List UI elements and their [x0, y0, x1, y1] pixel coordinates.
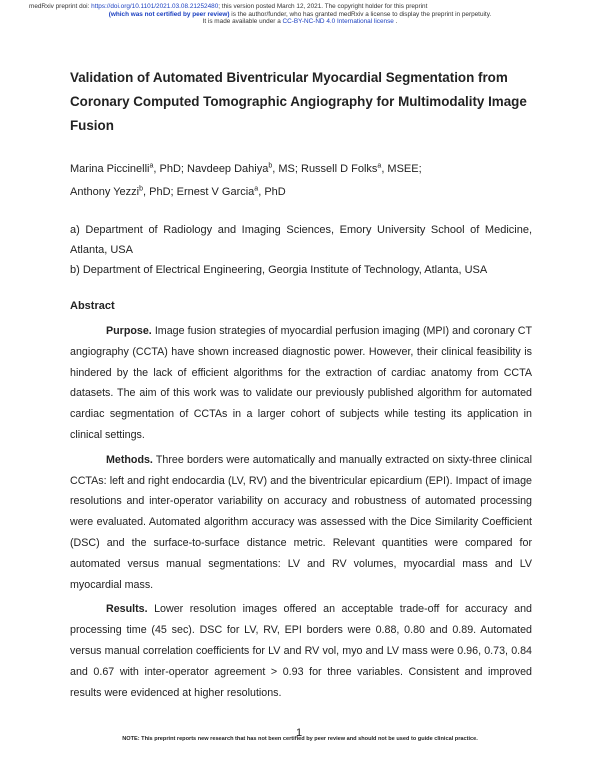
- affiliation-a: a) Department of Radiology and Imaging Sciences, Emory University School of Medicine, Atlanta, USA: [70, 224, 532, 256]
- abstract-heading: Abstract: [70, 300, 115, 312]
- author-line-1: Marina Piccinelli$^a$, PhD; Navdeep Dahiya$^b$, MS; Russell D Folks$^a$, MSEE;: [70, 162, 422, 175]
- author-list: [70, 158, 540, 204]
- results-label: Results.: [106, 603, 148, 616]
- preprint-header: [0, 3, 600, 26]
- abstract-body: [70, 321, 532, 707]
- author-name: Marina Piccinelli: [70, 163, 150, 175]
- doi-link[interactable]: https://doi.org/10.1101/2021.03.08.21252480: [91, 3, 219, 10]
- license-link[interactable]: CC-BY-NC-ND 4.0 International license: [282, 18, 394, 26]
- peer-review-notice: (which was not certified by peer review): [108, 10, 230, 18]
- author-name: Anthony Yezzi: [70, 186, 140, 198]
- author-name: Russell D Folks: [301, 163, 378, 175]
- purpose-label: Purpose.: [106, 325, 152, 337]
- author-name: Ernest V Garcia: [176, 186, 255, 198]
- preprint-header-line-1: medRxiv preprint doi: https://doi.org/10.1101/2021.03.08.21252480; this version posted March 12, 2021. The copyright holder for this preprint: [29, 3, 428, 10]
- affiliation-b: b) Department of Electrical Engineering, Georgia Institute of Technology, Atlanta, USA: [70, 264, 488, 276]
- affiliations: [70, 220, 532, 280]
- abstract-results: Results. Lower resolution images offered an acceptable trade-off for accuracy and processing time (45 sec). DSC for LV, RV, EPI borders were 0.88, 0.80 and 0.89. Automated versus manual correlation coefficients for LV and RV vol, myo and LV mass were 0.96, 0.73, 0.84 and 0.67 with inter-operator agreement > 0.93 for three variables. Consistent and improved results were evidenced at higher resolutions.: [70, 603, 532, 699]
- author-line-2: Anthony Yezzi$^b$, PhD; Ernest V Garcia$^a$, PhD: [70, 185, 286, 198]
- author-name: Navdeep Dahiya: [187, 163, 269, 175]
- abstract-purpose: Purpose. Image fusion strategies of myocardial perfusion imaging (MPI) and coronary CT angiography (CCTA) have shown increased diagnostic power. However, their clinical feasibility is hindered by the lack of efficient algorithms for the extraction of cardiac anatomy from CCTA datasets. The aim of this work was to validate our previously published algorithm for automated cardiac segmentation of CCTAs in a larger cohort of subjects while testing its application in clinical settings.: [70, 325, 532, 441]
- methods-label: Methods.: [106, 453, 153, 466]
- preprint-header-line-3: It is made available under a CC-BY-NC-ND 4.0 International license .: [202, 18, 398, 26]
- paper-title: Validation of Automated Biventricular Myocardial Segmentation from Coronary Computed Tomographic Angiography for Multimodality Image Fusion: [70, 70, 527, 133]
- preprint-header-line-2: (which was not certified by peer review) is the author/funder, who has granted medRxiv a license to display the preprint in perpetuity.: [108, 10, 492, 18]
- page-number: 1: [296, 727, 303, 739]
- preprint-footer-note: NOTE: This preprint reports new research that has not been certified by peer review and should not be used to guide clinical practice.: [122, 736, 478, 742]
- abstract-methods: Methods. Three borders were automatically and manually extracted on sixty-three clinical CCTAs: left and right endocardia (LV, RV) and the biventricular epicardium (EPI). Impact of image resolutions and inter-operator variability on accuracy and robustness of automated processing were evaluated. Automated algorithm accuracy was assessed with the Dice Similarity Coefficient (DSC) and the surface-to-surface distance metric. Relevant quantities were compared for automated versus manual segmentations: LV and RV volumes, myocardial mass and LV myocardial mass.: [70, 453, 532, 591]
